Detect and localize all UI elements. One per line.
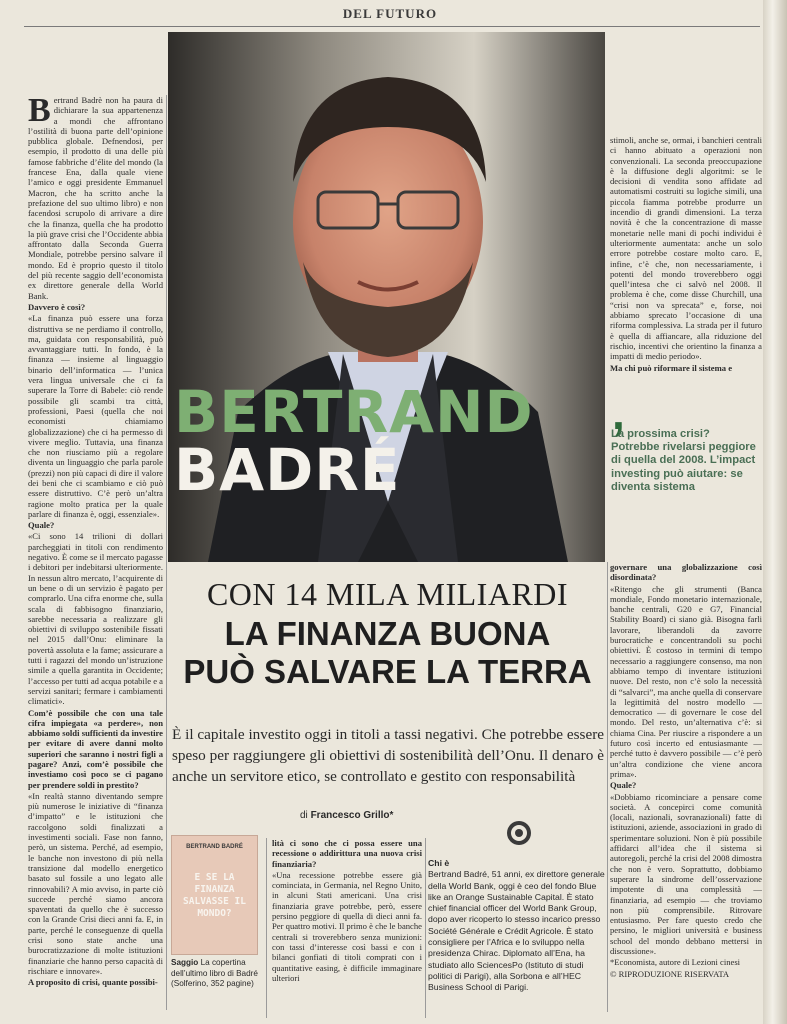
quote-mark: , [612,387,625,439]
paragraph: Ma chi può riformare il sistema e [610,362,733,373]
paragraph: «Dobbiamo ricominciare a pensare come società. A concepirci come comunità (locali, nazionali, sovranazionali) fatte di istituzioni, aziende, associazioni in grado di sperimentare soluzioni. Non è più possibile affidarci all’idea che il sistema si autoregoli, perché la crisi del 2008 dimostra che non è vero. Soprattutto, dobbiamo superare la sindrome dell’osservazione impotente di una complessità — finanziaria, ad esempio — che troviamo non più comprensibile. Ritrovare entusiasmo. Per fare questo credo che persino, le migliori università e business school del mondo debbano mettersi in discussione». [610,791,762,956]
column-divider [166,95,167,1010]
paragraph: «Ritengo che gli strumenti (Banca mondiale, Fondo monetario internazionale, banche centrali, G20 e G7, Financial Stability Board) ci siano già. Bisogna farli lavorare, liberandoli da zavorre burocratiche e concentrandoli su pochi obiettivi. È costoso in termini di tempo necessario a raggiungere consenso, ma non abbiamo tempo di inventare istituzioni nuove. Del resto, non c’è solo la necessità di “salvarci”, ma anche quella di conservare la legittimità del nostro modello — democratico — di governare le cose del mondo. Del resto, un’alternativa c’è: si chiama Cina. Per riuscire a rispondere a un futuro così incerto ed entusiasmante — perché tutto è davvero possibile — c’è però un’altra condizione che viene ancora prima». [610,583,762,779]
paragraph: governare una globalizzazione così disordinata? [610,562,762,583]
column-divider [425,838,426,1018]
right-column-top [610,135,762,380]
book-cover [171,835,258,955]
target-icon [506,820,532,846]
paragraph: «In realtà stanno diventando sempre più numerose le iniziative di “finanza d’impatto” e le istituzioni che raccolgono soldi finalizzati a investimenti sociali. Fase non fanno, però, un sistema. Perché, ad esempio, le banche non investono di più nella transizione dal modello energetico basato sul fossile a uno legato alle rinnovabili? A mio avviso, in parte ciò succede perché siamo ancora spaventati da quello che è successo con la Grande Crisi dieci anni fa. E, in parte, perché le conseguenze di quella crisi sono state anche una burocratizzazione di molte istituzioni finanziarie che hanno perso capacità di rischiare e innovare». [28,790,163,976]
book-author: BERTRAND BADRÉ [186,844,243,850]
name-first: BERTRAND [174,378,534,446]
header-rule [24,26,760,27]
chi-e-heading: Chi è [428,858,450,868]
book-caption-label: Saggio [171,958,199,967]
pull-quote: La prossima crisi? Potrebbe rivelarsi peggiore di quella del 2008. L’impact investing può aiutare: se diventa sistema [611,428,756,493]
paragraph: Quale? [28,520,55,531]
paragraph: «La finanza può essere una forza distruttiva se ne perdiamo il controllo, ma, guidata con responsabilità, può avvantaggiare tutti. In fondo, è la finanza — insieme al linguaggio binario dell’informatica — l’unica vera lingua universale che ci fa superare la Torre di Babele: ciò rende possibile gli scambi tra città, professioni, Paesi (quella che noi economisti chiamiamo globalizzazione) che ci ha permesso di vivere meglio. Tuttavia, una finanza che non riusciamo più a regolare diventa un linguaggio che parla parole (prezzi) non più capaci di dire il valore dei beni che ci scambiamo e ciò può essere distruttivo. C’è però un’altra ragione molto pratica per la quale parlare di finanza è, oggi, essenziale». [28,313,163,519]
subheadline: È il capitale investito oggi in titoli a tassi negativi. Che potrebbe essere speso per raggiungere gli obiettivi di sostenibilità dell’Onu. Il denaro è anche un servitore etico, se controllato e gestito con responsabilità [172,726,604,785]
column-divider [266,838,267,1018]
paragraph: ertrand Badrè non ha paura di dichiarare la sua appartenenza a mondi che affrontano l’ostilità di buona parte dell’opinione pubblica globale. Defnendosi, per esempio, il prodotto di una delle più famose fabbriche d’élite del mondo (la francese Ena, dalla quale viene l’amico e oggi presidente Emmanuel Macron, che ha scritto anche la prefazione del suo ultimo libro) e non facendosi scrupolo di arrivare a dire che la finanza, quella che ha prodotto la più grave crisi che l’Occidente abbia affrontato dalla Seconda Guerra Mondiale, potrebbe persino salvare il mondo. Ed è proprio questo il titolo del più recente saggio dell’economista ex direttore generale della World Bank. [28,95,163,301]
book-caption [171,958,271,990]
left-column [28,95,163,1010]
right-column-bottom [610,562,762,1012]
paragraph: Quale? [610,780,637,791]
headline-line-3: PUÒ SALVARE LA TERRA [183,653,592,690]
byline [300,810,540,821]
left-column-text [28,95,163,988]
paragraph: «Una recessione potrebbe essere già cominciata, in Germania, nel Regno Unito, in alcuni Stati americani. Una crisi finanziaria grave potrebbe, però, essere persino peggiore di quella di dieci anni fa. Per quattro motivi. Il primo è che le banche centrali si troverebbero senza munizioni: con tassi d’interesse così bassi e con i bilanci gonfiati di titoli comprati con i quantitative easing, è difficile immaginare ulteriori [272,869,422,983]
paragraph: A proposito di crisi, quante possibi- [28,977,158,988]
drop-cap: B [28,95,51,129]
byline-prefix: di [300,810,308,821]
paragraph: © RIPRODUZIONE RISERVATA [610,968,730,979]
paragraph: Com’è possibile che con una tale cifra impiegata «a perdere», non abbiamo soldi sufficienti da investire per evitare di avere danni molto superiori che saranno i nostri figli a pagare? Anzi, com’è possibile che investiamo così poco se ci pagano per prendere soldi in prestito? [28,707,163,790]
paragraph: *Economista, autore di Lezioni cinesi [610,957,741,968]
page-edge [763,0,787,1024]
chi-e-text: Bertrand Badré, 51 anni, ex direttore generale della World Bank, oggi è ceo del fondo Blue like an Orange Sustainable Capital. È stato chief financial officer del World Bank Group, dopo aver ricoperto lo stesso incarico presso Société Générale e Crédit Agricole. È stato consigliere per l’Africa e lo sviluppo nella presidenza Chirac. Diplomato all’Ena, ha studiato allo SciencesPo (Istituto di studi politici di Parigi), alla Sorbona e all’HEC Business School di Parigi. [428,869,605,993]
book-title: E SE LA FINANZA SALVASSE IL MONDO? [183,872,246,919]
byline-author: Francesco Grillo* [310,810,394,821]
section-header: DEL FUTURO [342,6,438,21]
paragraph: lità ci sono che ci possa essere una recessione o addirittura una nuova crisi finanziaria? [272,838,422,869]
headline-line-2: LA FINANZA BUONA [224,615,551,652]
headline-line-1: CON 14 MILA MILIARDI [206,576,569,612]
name-last: BADRÉ [174,436,401,504]
paragraph: stimoli, anche se, ormai, i banchieri centrali ci hanno abituato a operazioni non convenzionali. La seconda preoccupazione è la diffusione degli algoritmi: se le decisioni di vendita sono affidate ad automatismi costruiti su logiche simili, una piccola fiamma potrebbe produrre un incendio di grandi dimensioni. La terza novità è che la concentrazione di masse monetarie nelle mani di pochi individui è ulteriormente aumentata: anche un solo errore potrebbe costare molto caro. E, infine, c’è che, non necessariamente, i potenti del mondo troverebbero oggi quell’intesa che ci salvò nel 2008. Il problema è che, come disse Churchill, una “crisi non va sprecata” e, forse, noi abbiamo sprecato l’occasione di una riforma complessiva. La strada per il futuro è quella di affiancare, alla riduzione del rischio, incentivi che orientino la finanza a impatti di medio periodo». [610,135,762,362]
chi-e-box [428,858,606,994]
mid-column [272,838,422,1018]
paragraph: Davvero è così? [28,301,86,312]
book-caption-text: La copertina dell’ultimo libro di Badré (Solferino, 352 pagine) [171,958,258,988]
column-divider [607,562,608,1012]
paragraph: «Ci sono 14 trilioni di dollari parcheggiati in titoli con rendimento negativo. È come se il mercato pagasse i debitori per indebitarsi ulteriormente. In nessun altro mercato, l’acquirente di un bene o di un servizio è pagato per comprarlo. Una cifra enorme che, sulla scala di fabbisogno finanziario, sarebbe necessaria a realizzare gli obiettivi di sviluppo sostenibile fissati nel 2015 dall’Onu: eliminare la povertà assoluta e la fame; assicurare a tutti i ragazzi del mondo un’istruzione simile a quella garantita in Occidente; l’accesso per tutti ad acqua potabile e a servizi sanitari; fermare i cambiamenti climatici». [28,531,163,707]
